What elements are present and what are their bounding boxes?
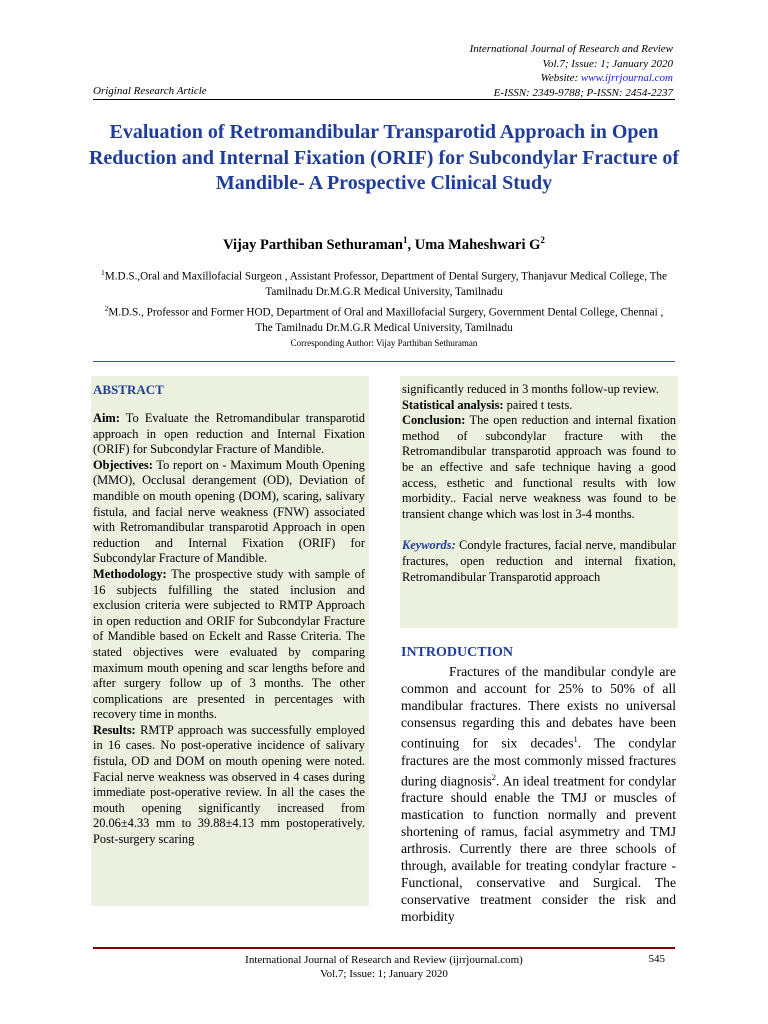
author-name: Uma Maheshwari G (414, 236, 541, 253)
title-divider (93, 361, 675, 362)
author-separator: , (407, 236, 415, 253)
author-name: Vijay Parthiban Sethuraman (223, 236, 403, 253)
abstract-aim (93, 411, 365, 458)
abstract-conclusion (402, 413, 676, 522)
aim-text: To Evaluate the Retromandibular transparotid approach in open reduction and Internal Fixation (ORIF) for Subcondylar Fracture of Mandible. (93, 411, 365, 457)
objectives-label: Objectives: (93, 457, 153, 472)
affil-text: M.D.S.,Oral and Maxillofacial Surgeon , Assistant Professor, Department of Dental Surgery, Thanjavur Medical College, The Tamilnadu Dr.M.G.R Medical University, Tamilnadu (104, 270, 667, 299)
abstract-box-right (400, 376, 678, 628)
journal-volume: Vol.7; Issue: 1; January 2020 (542, 57, 673, 70)
abstract-objectives (93, 458, 365, 567)
corresponding-author: Corresponding Author: Vijay Parthiban Sethuraman (290, 338, 478, 348)
citation-ref: 1 (573, 734, 578, 744)
intro-text: . The condylar fractures are the most commonly missed fractures during diagnosis (401, 735, 676, 789)
journal-issn: E-ISSN: 2349-9788; P-ISSN: 2454-2237 (493, 86, 673, 99)
methodology-label: Methodology: (93, 566, 167, 581)
keywords-text: Condyle fractures, facial nerve, mandibular fractures, open reduction and internal fixation, Retromandibular Transparotid approach (402, 538, 676, 584)
results-label: Results: (93, 722, 136, 737)
paper-title: Evaluation of Retromandibular Transparotid Approach in Open Reduction and Internal Fixation (ORIF) for Subcondylar Fracture of Mandible- A Prospective Clinical Study (88, 121, 679, 194)
abstract-keywords (402, 538, 676, 585)
author-line (0, 235, 768, 254)
abstract-methodology (93, 567, 365, 723)
article-type: Original Research Article (93, 85, 207, 97)
journal-header (470, 42, 673, 100)
author-affil-mark: 1 (403, 235, 408, 245)
footer-journal: International Journal of Research and Review (ijrrjournal.com) (245, 954, 523, 966)
footer-divider (93, 947, 675, 949)
stats-text: paired t tests. (503, 397, 573, 412)
website-link[interactable]: www.ijrrjournal.com (580, 72, 673, 84)
affiliation-1 (100, 265, 668, 301)
website-label: Website: (540, 72, 581, 84)
stats-label: Statistical analysis: (402, 397, 504, 412)
affiliations (100, 265, 668, 336)
affil-mark: 2 (104, 303, 109, 313)
journal-name: International Journal of Research and Review (469, 43, 673, 55)
introduction-paragraph (401, 663, 676, 925)
methodology-text: The prospective study with sample of 16 subjects fulfilling the stated inclusion and exclusion criteria were subjected to RMTP Approach in open reduction and ORIF for Subcondylar Fracture of Mandible based on Eckelt and Rasse Criteria. The stated objectives were evaluated by comparing maximum mouth opening and scar lengths before and after surgery follow up of 3 months. The other complications are presented in percentages with recovery time in months. (93, 566, 365, 722)
keywords-label: Keywords: (402, 538, 456, 553)
author-affil-mark: 2 (540, 235, 545, 245)
results-text: RMTP approach was successfully employed in 16 cases. No post-operative incidence of salivary fistula, OD and DOM on mouth opening were noted. Facial nerve weakness was observed in 4 cases during immediate post-operative review. In all the cases the mouth opening significantly increased from 20.06±4.33 mm to 39.88±4.13 mm postoperatively. Post-surgery scaring (93, 722, 365, 847)
header-divider (93, 99, 675, 100)
intro-text: . An ideal treatment for condylar fracture should enable the TMJ or muscles of mastication to function normally and prevent shortening of ramus, facial asymmetry and TMJ arthrosis. Currently there are three schools of through, available for treating condylar fracture -Functional, conservative and Surgical. The conservative treatment consider the risk and morbidity (401, 773, 676, 925)
affil-text: M.D.S., Professor and Former HOD, Department of Oral and Maxillofacial Surgery, Government Dental College, Chennai , The Tamilnadu Dr.M.G.R Medical University, Tamilnadu (108, 306, 664, 334)
objectives-text: To report on - Maximum Mouth Opening (MMO), Occlusal derangement (OD), Deviation of mandible on mouth opening (DOM), scaring, salivary fistula, and facial nerve weakness (FNW) associated with Retromandibular transparotid Approach in open reduction and Internal Fixation (ORIF) for Subcondylar Fracture of Mandible. (93, 457, 365, 566)
citation-ref: 2 (491, 771, 497, 782)
page-number: 545 (648, 953, 665, 965)
affil-mark: 1 (101, 268, 105, 277)
abstract-results-continued: significantly reduced in 3 months follow-up review. (402, 382, 659, 396)
footer-volume: Vol.7; Issue: 1; January 2020 (320, 968, 448, 980)
journal-website (470, 71, 673, 86)
affiliation-2 (100, 301, 668, 337)
conclusion-label: Conclusion: (402, 413, 466, 428)
abstract-statistics (402, 398, 676, 414)
introduction-heading: INTRODUCTION (401, 645, 514, 660)
abstract-heading: ABSTRACT (93, 382, 164, 397)
abstract-results (93, 723, 365, 848)
introduction-section (401, 645, 676, 925)
conclusion-text: The open reduction and internal fixation method of subcondylar fracture with the Retromandibular transparotid approach was found to be an effective and safe technique having a good access, esthetic and functional results with low morbidity.. Facial nerve weakness was found to be transient change which was lost in 3-4 months. (402, 413, 676, 521)
abstract-box-left (91, 376, 369, 906)
aim-label: Aim: (93, 411, 120, 425)
intro-text: Fractures of the mandibular condyle are common and account for 25% to 50% of all mandibular fractures. There exists no universal consensus regarding this and debates have been continuing for six decades (401, 664, 676, 751)
